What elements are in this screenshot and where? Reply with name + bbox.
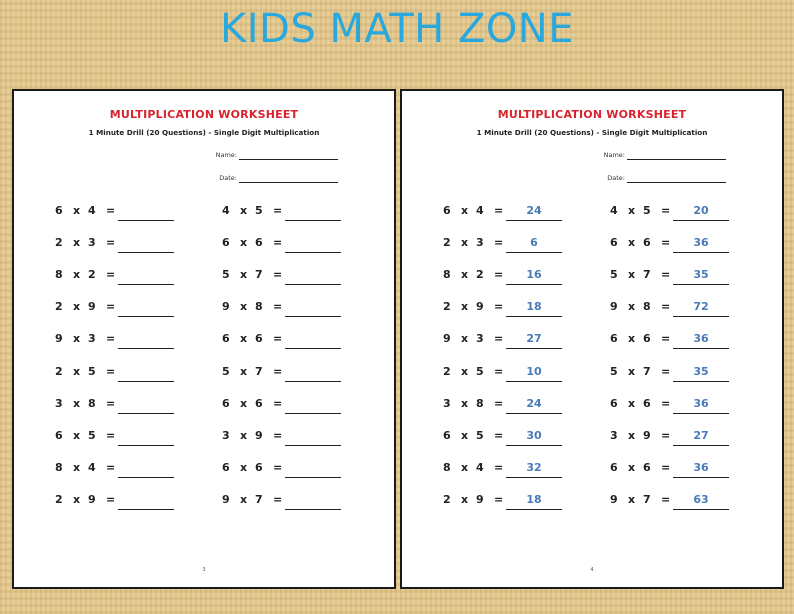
answer-blank[interactable]: 36 xyxy=(673,332,729,349)
answer-blank[interactable] xyxy=(118,332,174,349)
equals-sign: = xyxy=(494,300,504,314)
equals-sign: = xyxy=(661,236,671,250)
equals-sign: = xyxy=(273,492,283,506)
problem-row xyxy=(610,236,735,256)
equals-sign: = xyxy=(273,204,283,217)
problem-row xyxy=(55,365,180,385)
page-number: 3 xyxy=(202,567,206,573)
multiply-sign: x xyxy=(628,204,636,217)
factor-b: 7 xyxy=(255,268,263,282)
multiply-sign: x xyxy=(628,460,636,474)
factor-a: 6 xyxy=(55,428,63,442)
problem-row xyxy=(222,397,347,417)
date-line xyxy=(627,182,726,183)
factor-b: 7 xyxy=(255,364,263,378)
factor-b: 5 xyxy=(476,428,484,442)
problem-row xyxy=(55,204,180,224)
factor-b: 7 xyxy=(643,364,651,378)
worksheet-title: MULTIPLICATION WORKSHEET xyxy=(109,108,299,121)
factor-b: 4 xyxy=(88,204,96,217)
answer-blank[interactable] xyxy=(285,461,341,478)
factor-b: 7 xyxy=(643,492,651,506)
problem-row xyxy=(55,397,180,417)
answer-blank[interactable]: 35 xyxy=(673,365,729,382)
factor-b: 5 xyxy=(255,204,263,217)
equals-sign: = xyxy=(106,428,116,442)
factor-b: 9 xyxy=(88,300,96,314)
problem-row xyxy=(222,332,347,352)
equals-sign: = xyxy=(661,204,671,217)
answer-blank[interactable]: 36 xyxy=(673,236,729,253)
date-field[interactable] xyxy=(204,173,338,185)
factor-b: 3 xyxy=(476,332,484,346)
factor-b: 6 xyxy=(643,460,651,474)
answer-blank[interactable]: 24 xyxy=(506,397,562,414)
factor-b: 3 xyxy=(88,236,96,250)
equals-sign: = xyxy=(106,300,116,314)
factor-a: 2 xyxy=(55,300,63,314)
equals-sign: = xyxy=(661,428,671,442)
equals-sign: = xyxy=(661,268,671,282)
equals-sign: = xyxy=(494,364,504,378)
multiply-sign: x xyxy=(240,396,248,410)
answer-blank[interactable]: 16 xyxy=(506,268,562,285)
multiply-sign: x xyxy=(240,204,248,217)
factor-b: 9 xyxy=(255,428,263,442)
factor-b: 2 xyxy=(476,268,484,282)
answer-blank[interactable] xyxy=(285,300,341,317)
multiply-sign: x xyxy=(628,300,636,314)
multiply-sign: x xyxy=(73,268,81,282)
answer-blank[interactable]: 27 xyxy=(506,332,562,349)
factor-a: 6 xyxy=(610,396,618,410)
equals-sign: = xyxy=(661,300,671,314)
equals-sign: = xyxy=(273,300,283,314)
multiply-sign: x xyxy=(461,204,469,217)
factor-b: 6 xyxy=(643,236,651,250)
answer-blank[interactable] xyxy=(285,268,341,285)
problem-row xyxy=(443,332,568,352)
equals-sign: = xyxy=(273,268,283,282)
multiply-sign: x xyxy=(461,332,469,346)
equals-sign: = xyxy=(273,460,283,474)
multiply-sign: x xyxy=(461,268,469,282)
page-number: 4 xyxy=(590,567,594,573)
name-line xyxy=(627,159,726,160)
problem-row xyxy=(222,493,347,513)
factor-a: 2 xyxy=(55,236,63,250)
answer-blank[interactable] xyxy=(118,236,174,253)
answer-blank[interactable] xyxy=(118,429,174,446)
multiply-sign: x xyxy=(628,268,636,282)
banner-title: KIDS MATH ZONE xyxy=(219,6,574,52)
equals-sign: = xyxy=(273,236,283,250)
answer-blank[interactable] xyxy=(285,204,341,221)
multiply-sign: x xyxy=(461,300,469,314)
factor-a: 3 xyxy=(222,428,230,442)
multiply-sign: x xyxy=(240,428,248,442)
problem-row xyxy=(443,236,568,256)
equals-sign: = xyxy=(494,396,504,410)
answer-blank[interactable] xyxy=(285,365,341,382)
equals-sign: = xyxy=(273,396,283,410)
equals-sign: = xyxy=(661,364,671,378)
factor-b: 6 xyxy=(643,396,651,410)
name-line xyxy=(239,159,338,160)
equals-sign: = xyxy=(494,428,504,442)
answer-blank[interactable]: 63 xyxy=(673,493,729,510)
date-field[interactable] xyxy=(592,173,726,185)
factor-b: 6 xyxy=(255,332,263,346)
factor-b: 9 xyxy=(476,300,484,314)
problem-row xyxy=(443,300,568,320)
equals-sign: = xyxy=(106,492,116,506)
problem-row xyxy=(222,461,347,481)
answer-blank[interactable] xyxy=(118,397,174,414)
worksheet-subtitle: 1 Minute Drill (20 Questions) - Single Digit Multiplication xyxy=(476,128,708,137)
factor-a: 6 xyxy=(55,204,63,217)
factor-a: 6 xyxy=(222,396,230,410)
name-field[interactable] xyxy=(592,150,726,162)
answer-blank[interactable]: 30 xyxy=(506,429,562,446)
problem-row xyxy=(222,365,347,385)
factor-a: 6 xyxy=(610,236,618,250)
equals-sign: = xyxy=(494,460,504,474)
factor-a: 2 xyxy=(443,300,451,314)
answer-blank[interactable]: 24 xyxy=(506,204,562,221)
factor-a: 9 xyxy=(55,332,63,346)
factor-b: 3 xyxy=(476,236,484,250)
problem-row xyxy=(222,300,347,320)
answer-blank[interactable] xyxy=(118,493,174,510)
factor-a: 9 xyxy=(222,492,230,506)
equals-sign: = xyxy=(273,364,283,378)
problem-row xyxy=(222,236,347,256)
multiply-sign: x xyxy=(461,492,469,506)
answer-blank[interactable]: 27 xyxy=(673,429,729,446)
answer-blank[interactable] xyxy=(285,493,341,510)
factor-a: 9 xyxy=(222,300,230,314)
factor-a: 6 xyxy=(610,332,618,346)
factor-b: 8 xyxy=(255,300,263,314)
factor-b: 8 xyxy=(476,396,484,410)
multiply-sign: x xyxy=(628,332,636,346)
problem-row xyxy=(55,429,180,449)
problem-row xyxy=(55,236,180,256)
equals-sign: = xyxy=(106,204,116,217)
name-field[interactable] xyxy=(204,150,338,162)
problem-row xyxy=(443,429,568,449)
multiply-sign: x xyxy=(461,364,469,378)
equals-sign: = xyxy=(661,332,671,346)
factor-b: 2 xyxy=(88,268,96,282)
answer-blank[interactable] xyxy=(285,429,341,446)
multiply-sign: x xyxy=(240,492,248,506)
equals-sign: = xyxy=(273,332,283,346)
factor-b: 8 xyxy=(88,396,96,410)
answer-blank[interactable]: 18 xyxy=(506,300,562,317)
multiply-sign: x xyxy=(461,236,469,250)
multiply-sign: x xyxy=(240,236,248,250)
problem-row xyxy=(443,204,568,224)
answer-blank[interactable]: 72 xyxy=(673,300,729,317)
answer-blank[interactable]: 32 xyxy=(506,461,562,478)
problem-row xyxy=(610,365,735,385)
multiply-sign: x xyxy=(628,236,636,250)
factor-a: 6 xyxy=(443,204,451,217)
factor-a: 2 xyxy=(55,364,63,378)
equals-sign: = xyxy=(661,460,671,474)
equals-sign: = xyxy=(106,268,116,282)
multiply-sign: x xyxy=(628,364,636,378)
factor-a: 6 xyxy=(443,428,451,442)
factor-a: 5 xyxy=(610,268,618,282)
multiply-sign: x xyxy=(461,428,469,442)
multiply-sign: x xyxy=(73,204,81,217)
date-label: Date: xyxy=(607,174,625,182)
equals-sign: = xyxy=(106,332,116,346)
factor-b: 6 xyxy=(255,460,263,474)
answer-blank[interactable] xyxy=(285,236,341,253)
factor-a: 8 xyxy=(55,268,63,282)
multiply-sign: x xyxy=(240,332,248,346)
factor-a: 6 xyxy=(222,460,230,474)
multiply-sign: x xyxy=(73,428,81,442)
worksheet-subtitle: 1 Minute Drill (20 Questions) - Single Digit Multiplication xyxy=(88,128,320,137)
factor-b: 5 xyxy=(643,204,651,217)
factor-b: 6 xyxy=(255,236,263,250)
factor-a: 8 xyxy=(443,268,451,282)
multiply-sign: x xyxy=(461,460,469,474)
factor-b: 4 xyxy=(476,204,484,217)
multiply-sign: x xyxy=(73,364,81,378)
factor-a: 6 xyxy=(222,332,230,346)
multiply-sign: x xyxy=(628,396,636,410)
factor-a: 2 xyxy=(443,236,451,250)
multiply-sign: x xyxy=(628,428,636,442)
answer-blank[interactable] xyxy=(118,461,174,478)
equals-sign: = xyxy=(494,204,504,217)
answer-blank[interactable] xyxy=(118,300,174,317)
problem-row xyxy=(55,461,180,481)
factor-b: 6 xyxy=(255,396,263,410)
factor-a: 3 xyxy=(55,396,63,410)
multiply-sign: x xyxy=(240,460,248,474)
factor-a: 9 xyxy=(610,492,618,506)
multiply-sign: x xyxy=(461,396,469,410)
multiply-sign: x xyxy=(73,332,81,346)
factor-b: 5 xyxy=(88,364,96,378)
problem-row xyxy=(55,300,180,320)
problem-row xyxy=(610,332,735,352)
problem-row xyxy=(443,493,568,513)
problem-row xyxy=(55,268,180,288)
multiply-sign: x xyxy=(628,492,636,506)
problem-row xyxy=(610,397,735,417)
equals-sign: = xyxy=(494,268,504,282)
equals-sign: = xyxy=(494,236,504,250)
name-label: Name: xyxy=(215,151,237,159)
answer-blank[interactable]: 10 xyxy=(506,365,562,382)
equals-sign: = xyxy=(273,428,283,442)
factor-b: 5 xyxy=(88,428,96,442)
factor-b: 6 xyxy=(643,332,651,346)
factor-a: 3 xyxy=(610,428,618,442)
factor-a: 5 xyxy=(222,268,230,282)
multiply-sign: x xyxy=(240,300,248,314)
equals-sign: = xyxy=(661,492,671,506)
factor-a: 5 xyxy=(222,364,230,378)
factor-b: 8 xyxy=(643,300,651,314)
factor-a: 2 xyxy=(443,364,451,378)
factor-a: 4 xyxy=(222,204,230,217)
answer-blank[interactable]: 36 xyxy=(673,461,729,478)
answer-blank[interactable] xyxy=(118,204,174,221)
answer-blank[interactable]: 35 xyxy=(673,268,729,285)
equals-sign: = xyxy=(106,396,116,410)
factor-b: 9 xyxy=(88,492,96,506)
problem-row xyxy=(443,268,568,288)
factor-a: 3 xyxy=(443,396,451,410)
problem-row xyxy=(55,493,180,513)
equals-sign: = xyxy=(106,364,116,378)
problem-row xyxy=(610,493,735,513)
problem-row xyxy=(222,429,347,449)
problem-row xyxy=(443,461,568,481)
answer-blank[interactable] xyxy=(118,365,174,382)
worksheet-page-answers xyxy=(400,89,784,589)
factor-b: 7 xyxy=(255,492,263,506)
problem-row xyxy=(610,268,735,288)
multiply-sign: x xyxy=(73,236,81,250)
answer-blank[interactable]: 36 xyxy=(673,397,729,414)
problem-row xyxy=(610,429,735,449)
answer-blank[interactable] xyxy=(118,268,174,285)
date-line xyxy=(239,182,338,183)
problem-row xyxy=(222,204,347,224)
factor-a: 9 xyxy=(443,332,451,346)
factor-b: 4 xyxy=(88,460,96,474)
factor-b: 3 xyxy=(88,332,96,346)
multiply-sign: x xyxy=(73,300,81,314)
multiply-sign: x xyxy=(240,268,248,282)
name-label: Name: xyxy=(603,151,625,159)
multiply-sign: x xyxy=(73,396,81,410)
factor-b: 7 xyxy=(643,268,651,282)
answer-blank[interactable]: 6 xyxy=(506,236,562,253)
factor-a: 4 xyxy=(610,204,618,217)
factor-b: 9 xyxy=(643,428,651,442)
problem-row xyxy=(443,397,568,417)
problem-row xyxy=(55,332,180,352)
date-label: Date: xyxy=(219,174,237,182)
problem-row xyxy=(610,461,735,481)
factor-a: 9 xyxy=(610,300,618,314)
factor-b: 9 xyxy=(476,492,484,506)
factor-a: 5 xyxy=(610,364,618,378)
factor-a: 8 xyxy=(443,460,451,474)
equals-sign: = xyxy=(106,460,116,474)
problem-row xyxy=(610,204,735,224)
factor-b: 4 xyxy=(476,460,484,474)
worksheet-title: MULTIPLICATION WORKSHEET xyxy=(497,108,687,121)
answer-blank[interactable]: 18 xyxy=(506,493,562,510)
equals-sign: = xyxy=(106,236,116,250)
answer-blank[interactable] xyxy=(285,397,341,414)
problem-row xyxy=(610,300,735,320)
equals-sign: = xyxy=(661,396,671,410)
worksheet-page-blank xyxy=(12,89,396,589)
factor-a: 2 xyxy=(55,492,63,506)
equals-sign: = xyxy=(494,332,504,346)
factor-a: 8 xyxy=(55,460,63,474)
answer-blank[interactable] xyxy=(285,332,341,349)
multiply-sign: x xyxy=(73,492,81,506)
factor-b: 5 xyxy=(476,364,484,378)
factor-a: 6 xyxy=(610,460,618,474)
problem-row xyxy=(222,268,347,288)
equals-sign: = xyxy=(494,492,504,506)
factor-a: 2 xyxy=(443,492,451,506)
factor-a: 6 xyxy=(222,236,230,250)
problem-row xyxy=(443,365,568,385)
multiply-sign: x xyxy=(73,460,81,474)
answer-blank[interactable]: 20 xyxy=(673,204,729,221)
multiply-sign: x xyxy=(240,364,248,378)
